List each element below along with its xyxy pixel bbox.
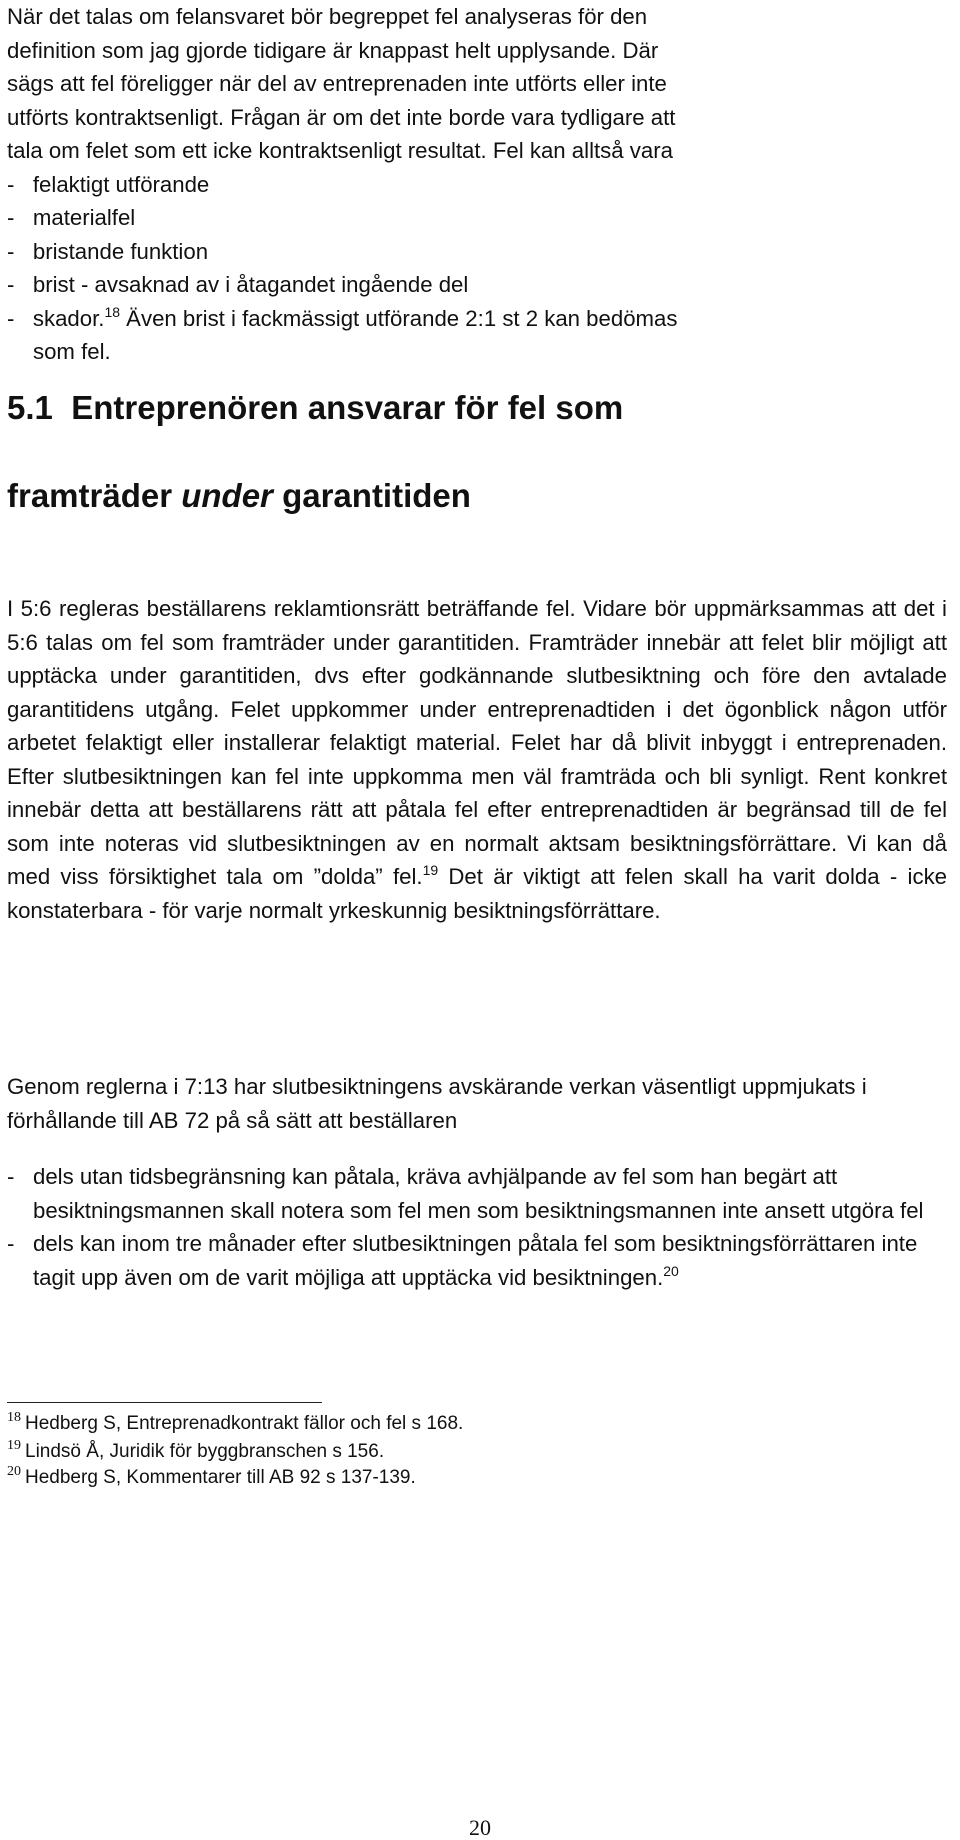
footnote — [7, 1440, 947, 1464]
footnote-number: 20 — [7, 1464, 21, 1479]
footnote — [7, 1412, 947, 1436]
dash-item-continuation: som fel. — [33, 339, 111, 364]
intro-paragraph — [7, 0, 947, 369]
footnote-number: 19 — [7, 1438, 21, 1453]
paragraph-text: I 5:6 regleras beställarens reklamtionsrätt beträffande fel. Vidare bör uppmärksammas att det i 5:6 talas om fel som framträder under garantitiden. Framträder innebär att felet blir möjligt att upptäcka under garantitiden, dvs efter godkännande slutbesiktning och före den avtalade garantitidens utgång. Felet uppkommer under entreprenadtiden i det ögonblick någon utför arbetet felaktigt eller installerar felaktigt material. Felet har då blivit inbyggt i entreprenaden. Efter slutbesiktningen kan fel inte uppkomma men väl framträda och bli synligt. Rent konkret innebär detta att beställarens rätt att påtala fel efter entreprenadtiden är begränsad till de fel som inte noteras vid slutbesiktningen av en normalt aktsam besiktningsförrättare. Vi kan då med viss försiktighet tala om ”dolda” fel. — [7, 596, 947, 889]
dash-item-text: felaktigt utförande — [32, 171, 210, 197]
dash-item-text: bristande funktion — [32, 238, 209, 264]
dash-item-text: skador. — [32, 305, 105, 331]
list-item — [7, 1160, 947, 1227]
section-heading-line2 — [7, 476, 947, 516]
section-heading-line1 — [7, 388, 947, 428]
dash-marker: - — [7, 1164, 15, 1189]
dash-item: - brist - avsaknad av i åtagandet ingående del — [7, 272, 469, 297]
intro-line: utförts kontraktsenligt. Frågan är om det inte borde vara tydligare att — [7, 104, 676, 130]
paragraph-text: Genom reglerna i 7:13 har slutbesiktningens avskärande verkan väsentligt uppmjukats i förhållande till AB 72 på så sätt att beställaren — [7, 1074, 867, 1133]
paragraph-text: Det är viktigt att felen skall ha varit dolda - icke konstaterbara - för varje normalt yrkeskunnig besiktningsförrättare. — [7, 864, 947, 923]
footnote-ref-19[interactable]: 19 — [422, 862, 439, 878]
page-number: 20 — [469, 1815, 491, 1840]
dash-marker: - — [7, 1231, 15, 1256]
dash-item: - skador.$^{18}$ Även brist i fackmässigt utförande 2:1 st 2 kan bedömas — [7, 303, 678, 331]
intro-line: sägs att fel föreligger när del av entreprenaden inte utförts eller inte — [7, 71, 667, 96]
dash-item: - materialfel — [7, 205, 136, 230]
footnote-text: Hedberg S, Kommentarer till AB 92 s 137-139. — [25, 1467, 416, 1488]
section-title: Entreprenören ansvarar för fel som — [71, 389, 624, 426]
footnote-ref-20[interactable]: 20 — [663, 1262, 679, 1279]
footnote-ref-18[interactable]: 18 — [104, 303, 121, 320]
footnote-text: Hedberg S, Entreprenadkontrakt fällor och fel s 168. — [25, 1413, 464, 1434]
dash-item: - bristande funktion — [7, 238, 209, 264]
section-title-part: framträder — [7, 477, 182, 514]
intro-line: När det talas om felansvaret bör begreppet fel analyseras för den — [7, 4, 648, 29]
section-title-emphasis: under — [181, 477, 273, 514]
list-item-text: dels kan inom tre månader efter slutbesiktningen påtala fel som besiktningsförrättaren inte tagit upp även om de varit möjliga att upptäcka vid besiktningen. — [33, 1231, 918, 1290]
footnote — [7, 1466, 947, 1490]
footnote-separator — [7, 1402, 322, 1403]
dash-item-text: materialfel — [32, 205, 136, 230]
intro-line: tala om felet som ett icke kontraktsenligt resultat. Fel kan alltså vara — [7, 138, 673, 163]
dash-item: - felaktigt utförande — [7, 171, 210, 197]
section-title-part: garantitiden — [272, 477, 471, 514]
body-paragraph — [7, 1070, 947, 1137]
list-item-text: dels utan tidsbegränsning kan påtala, kräva avhjälpande av fel som han begärt att besiktningsmannen skall notera som fel men som besiktningsmannen inte ansett utgöra fel — [33, 1164, 924, 1223]
dash-list — [7, 1160, 947, 1294]
list-item — [7, 1227, 947, 1294]
intro-line: definition som jag gjorde tidigare är knappast helt upplysande. Där — [7, 37, 659, 63]
dash-item-text: brist - avsaknad av i åtagandet ingående del — [32, 272, 469, 297]
section-number: 5.1 — [7, 389, 53, 426]
body-paragraph — [7, 592, 947, 927]
footnote-text: Lindsö Å, Juridik för byggbranschen s 156. — [25, 1441, 385, 1462]
dash-item-text: Även brist i fackmässigt utförande 2:1 st 2 kan bedömas — [120, 305, 678, 331]
footnote-number: 18 — [7, 1410, 21, 1425]
